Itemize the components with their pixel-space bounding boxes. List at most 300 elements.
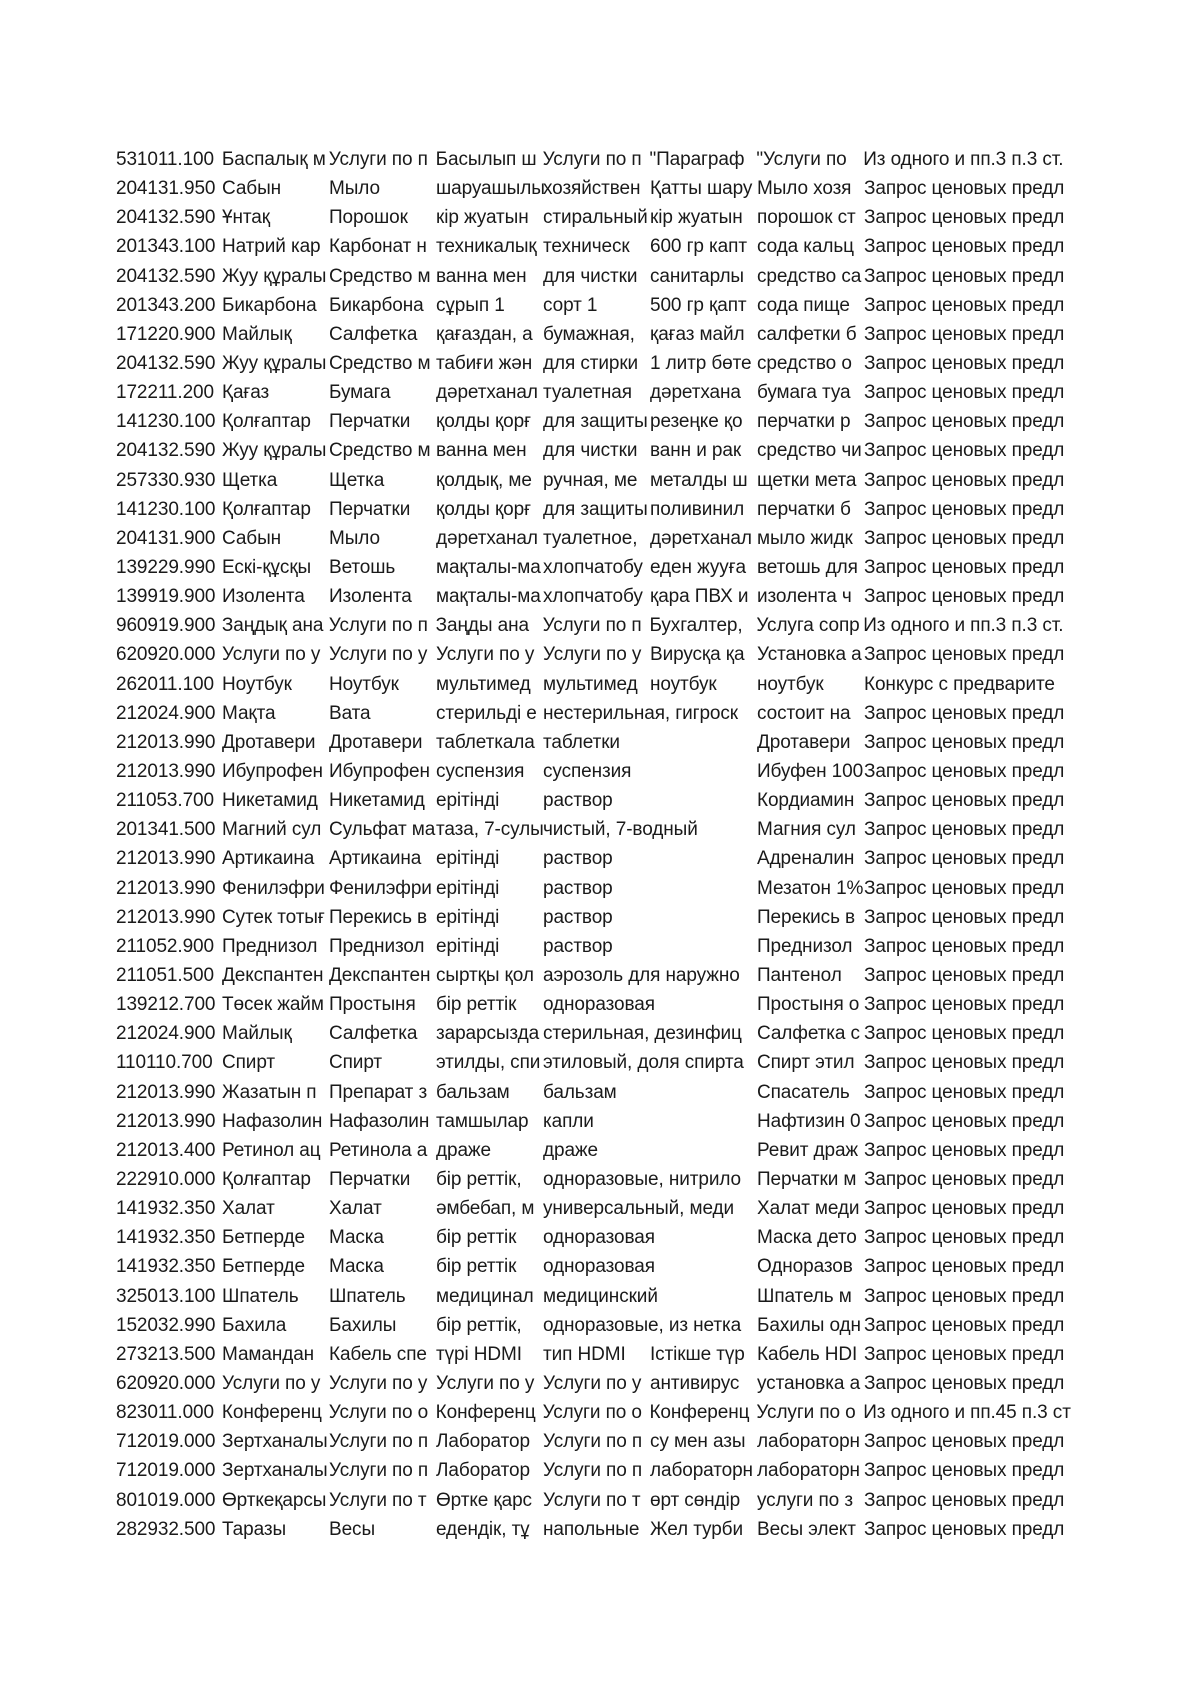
- table-cell: для защиты: [543, 411, 648, 433]
- table-cell: одноразовые, нитрило: [543, 1168, 742, 1190]
- table-cell: Запрос ценовых предл: [864, 411, 1065, 433]
- table-cell: Запрос ценовых предл: [864, 1052, 1065, 1074]
- table-cell: зарарсызда: [436, 1023, 540, 1045]
- table-cell: еден жууға: [650, 557, 746, 579]
- table-cell: бір реттік: [436, 1256, 517, 1278]
- table-cell: Запрос ценовых предл: [864, 731, 1065, 753]
- table-cell: Запрос ценовых предл: [864, 1518, 1065, 1540]
- table-row: [116, 1136, 1077, 1165]
- table-cell: пп.45 п.3 ст: [970, 1402, 1071, 1424]
- table-row: [116, 436, 1077, 465]
- table-cell: Зертханалы: [222, 1431, 328, 1453]
- table-cell: Мыло: [329, 527, 380, 549]
- table-cell: Спирт: [329, 1052, 382, 1074]
- table-cell: салфетки б: [757, 323, 857, 345]
- table-cell: мақталы-ма: [436, 557, 541, 579]
- table-cell: Адреналин: [757, 848, 855, 870]
- table-cell: 204131.950: [116, 178, 216, 200]
- table-cell: таблетки: [543, 731, 620, 753]
- table-cell: Запрос ценовых предл: [864, 761, 1065, 783]
- table-cell: Запрос ценовых предл: [864, 1198, 1065, 1220]
- table-cell: туалетная: [543, 382, 632, 404]
- table-cell: этиловый, доля спирта: [543, 1052, 744, 1074]
- table-cell: Конференц: [435, 1402, 536, 1424]
- table-row: [116, 844, 1077, 873]
- table-cell: бір реттік: [436, 1227, 517, 1249]
- table-cell: Бумага: [329, 382, 391, 404]
- table-row: [116, 815, 1077, 844]
- table-cell: Басылып ш: [435, 149, 537, 171]
- table-cell: нестерильная, гигроск: [543, 702, 739, 724]
- table-cell: ручная, ме: [543, 469, 638, 491]
- table-cell: 212024.900: [116, 1023, 216, 1045]
- table-row: [116, 407, 1077, 436]
- table-cell: Запрос ценовых предл: [864, 498, 1065, 520]
- table-row: [116, 495, 1077, 524]
- table-cell: 273213.500: [116, 1343, 216, 1365]
- table-cell: Халат меди: [757, 1198, 860, 1220]
- table-cell: Ветошь: [329, 557, 396, 579]
- table-cell: "Параграф: [649, 149, 745, 171]
- table-cell: сорт 1: [543, 294, 598, 316]
- table-cell: 141932.350: [116, 1227, 216, 1249]
- table-cell: Мыло хозя: [757, 178, 852, 200]
- table-cell: түрі HDMI: [436, 1343, 522, 1365]
- table-cell: Запрос ценовых предл: [864, 1023, 1065, 1045]
- table-cell: 620920.000: [116, 644, 216, 666]
- table-cell: пп.3 п.3 ст.: [970, 149, 1064, 171]
- table-cell: Заңды ана: [435, 615, 529, 637]
- table-cell: Ұнтақ: [222, 207, 270, 229]
- table-cell: ванна мен: [436, 265, 527, 287]
- table-cell: бір реттік: [436, 994, 517, 1016]
- table-cell: Шпатель: [329, 1285, 406, 1307]
- table-cell: Қағаз: [222, 382, 270, 404]
- table-cell: драже: [543, 1139, 598, 1161]
- table-cell: Порошок: [329, 207, 408, 229]
- table-cell: 204132.590: [116, 265, 216, 287]
- table-cell: 960919.900: [116, 615, 216, 637]
- table-cell: дәретханал: [436, 527, 538, 549]
- table-cell: 500 гр қапт: [650, 294, 747, 316]
- table-cell: 211052.900: [116, 935, 214, 957]
- table-cell: Сутек тотығ: [222, 906, 325, 928]
- table-cell: қолды қорғ: [436, 498, 531, 520]
- table-cell: Преднизол: [757, 935, 853, 957]
- table-cell: Запрос ценовых предл: [864, 294, 1065, 316]
- table-cell: раствор: [543, 906, 613, 928]
- table-cell: Магний сул: [222, 819, 322, 841]
- table-cell: Запрос ценовых предл: [864, 994, 1065, 1016]
- table-cell: Услуги по п: [329, 1431, 429, 1453]
- table-cell: лабораторн: [650, 1460, 753, 1482]
- table-cell: Ибупрофен: [222, 761, 323, 783]
- table-cell: Услуги по у: [543, 644, 642, 666]
- table-cell: установка а: [757, 1372, 861, 1394]
- table-cell: Бухгалтер,: [649, 615, 743, 637]
- table-cell: антивирус: [650, 1372, 740, 1394]
- table-cell: резеңке қо: [650, 411, 743, 433]
- table-cell: Зертханалы: [222, 1460, 328, 1482]
- table-cell: Салфетка с: [757, 1023, 860, 1045]
- table-cell: 211051.500: [116, 965, 214, 986]
- table-row: [116, 611, 1077, 640]
- table-cell: 204131.900: [116, 527, 216, 549]
- table-cell: Сульфат ма: [329, 819, 436, 841]
- table-cell: Өрткеқарсы: [222, 1489, 327, 1511]
- table-cell: Запрос ценовых предл: [864, 586, 1065, 608]
- table-cell: 212013.990: [116, 906, 216, 928]
- table-cell: Таразы: [222, 1518, 287, 1540]
- table-row: [116, 1515, 1077, 1544]
- table-cell: Спирт: [222, 1052, 275, 1074]
- table-cell: Нафазолин: [329, 1110, 430, 1132]
- table-row: [116, 1340, 1077, 1369]
- table-row: [116, 640, 1077, 669]
- table-cell: Запрос ценовых предл: [864, 1431, 1065, 1453]
- table-cell: Бикарбона: [222, 294, 317, 316]
- table-cell: 801019.000: [116, 1489, 216, 1511]
- table-cell: стерильная, дезинфиц: [543, 1023, 742, 1045]
- table-cell: Запрос ценовых предл: [864, 178, 1065, 200]
- table-cell: хлопчатобу: [543, 586, 643, 608]
- table-cell: мақталы-ма: [436, 586, 541, 608]
- table-cell: Из одного и: [863, 149, 966, 171]
- table-cell: сода кальц: [757, 236, 854, 258]
- table-cell: Запрос ценовых предл: [864, 935, 1065, 957]
- table-row: [116, 1078, 1077, 1107]
- table-cell: Услуги по о: [756, 1402, 856, 1424]
- table-cell: Конференц: [221, 1402, 322, 1424]
- table-cell: напольные: [543, 1518, 640, 1540]
- table-cell: Изолента: [222, 586, 305, 608]
- table-cell: қағаздан, а: [436, 323, 533, 345]
- table-cell: таза, 7-сулы: [436, 819, 544, 841]
- table-cell: Запрос ценовых предл: [864, 469, 1065, 491]
- table-cell: Ескі-құсқы: [222, 557, 312, 579]
- table-cell: 262011.100: [116, 673, 214, 695]
- table-cell: Ревит драж: [757, 1139, 859, 1161]
- table-cell: Мамандан: [222, 1343, 315, 1365]
- table-row: [116, 232, 1077, 261]
- table-cell: 204132.590: [116, 353, 216, 375]
- table-cell: Ибуфен 100: [757, 761, 864, 783]
- table-cell: Щетка: [329, 469, 385, 491]
- table-row: [116, 1485, 1077, 1514]
- table-row: [116, 1252, 1077, 1281]
- table-cell: Конференц: [649, 1402, 750, 1424]
- table-cell: тип HDMI: [543, 1343, 626, 1365]
- table-cell: Магния сул: [757, 819, 856, 841]
- table-cell: Услуги по п: [543, 1431, 643, 1453]
- table-row: [116, 553, 1077, 582]
- table-cell: лабораторн: [757, 1460, 860, 1482]
- table-cell: 172211.200: [116, 382, 214, 404]
- table-cell: средство чи: [757, 440, 862, 462]
- table-row: [116, 203, 1077, 232]
- table-cell: 110110.700: [116, 1052, 213, 1074]
- table-cell: для стирки: [543, 353, 639, 375]
- table-cell: су мен азы: [650, 1431, 746, 1453]
- table-row: [116, 291, 1077, 320]
- table-cell: состоит на: [757, 702, 851, 724]
- table-cell: 201343.100: [116, 236, 216, 258]
- table-cell: Халат: [329, 1198, 382, 1220]
- table-cell: 282932.500: [116, 1518, 216, 1540]
- table-cell: 212024.900: [116, 702, 216, 724]
- table-cell: Запрос ценовых предл: [864, 1460, 1065, 1482]
- table-row: [116, 524, 1077, 553]
- table-cell: кір жуатын: [436, 207, 529, 229]
- table-cell: Одноразов: [757, 1256, 853, 1278]
- table-cell: дәретханал: [650, 527, 752, 549]
- table-cell: 204132.590: [116, 207, 216, 229]
- table-row: [116, 262, 1077, 291]
- table-row: [116, 932, 1077, 961]
- table-cell: Карбонат н: [329, 236, 427, 258]
- table-cell: "Услуги по: [756, 149, 847, 171]
- table-row: [116, 582, 1077, 611]
- table-cell: Спасатель: [757, 1081, 850, 1103]
- table-cell: 141230.100: [116, 498, 216, 520]
- table-row: [116, 1223, 1077, 1252]
- table-cell: ветошь для: [757, 557, 858, 579]
- table-cell: Маска: [329, 1227, 384, 1249]
- table-cell: Қолғаптар: [222, 1168, 311, 1190]
- table-cell: этилды, спи: [436, 1052, 541, 1074]
- table-cell: 204132.590: [116, 440, 216, 462]
- table-cell: лабораторн: [757, 1431, 860, 1453]
- table-cell: 823011.000: [116, 1402, 214, 1424]
- table-cell: қолды қорғ: [436, 411, 531, 433]
- table-cell: Бикарбона: [329, 294, 424, 316]
- table-cell: 201341.500: [116, 819, 216, 841]
- table-cell: кір жуатын: [650, 207, 743, 229]
- table-cell: Услуги по п: [542, 615, 642, 637]
- table-cell: Перчатки: [329, 1168, 411, 1190]
- table-cell: Заңдық ана: [221, 615, 324, 637]
- table-cell: 712019.000: [116, 1431, 216, 1453]
- table-cell: тамшылар: [436, 1110, 529, 1132]
- table-cell: қолдық, ме: [436, 469, 532, 491]
- table-cell: Запрос ценовых предл: [864, 1372, 1065, 1394]
- table-cell: Щетка: [222, 469, 278, 491]
- table-cell: сода пище: [757, 294, 850, 316]
- table-cell: Услуги по у: [543, 1372, 642, 1394]
- table-cell: ерітінді: [436, 848, 500, 870]
- table-cell: суспензия: [543, 761, 632, 783]
- table-cell: Ноутбук: [222, 673, 292, 695]
- table-cell: сыртқы қол: [436, 965, 534, 986]
- table-cell: Запрос ценовых предл: [864, 702, 1065, 724]
- table-cell: 212013.990: [116, 877, 216, 899]
- table-cell: Дротавери: [757, 731, 851, 753]
- table-cell: одноразовые, из нетка: [543, 1314, 742, 1336]
- table-cell: Услуга сопр: [756, 615, 860, 637]
- table-cell: Ибупрофен: [329, 761, 430, 783]
- table-cell: драже: [436, 1139, 491, 1161]
- table-cell: аэрозоль для наружно: [543, 965, 740, 986]
- table-cell: для защиты: [543, 498, 648, 520]
- table-cell: Дротавери: [329, 731, 423, 753]
- table-cell: Ноутбук: [329, 673, 399, 695]
- table-cell: туалетное,: [543, 527, 638, 549]
- table-row: [116, 961, 1077, 990]
- table-row: [116, 1427, 1077, 1456]
- table-cell: средство о: [757, 353, 852, 375]
- table-cell: Майлық: [222, 1023, 292, 1045]
- table-row: [116, 1019, 1077, 1048]
- table-cell: өрт сөндір: [650, 1489, 741, 1511]
- table-cell: 212013.990: [116, 1110, 216, 1132]
- table-row: [116, 1369, 1077, 1398]
- table-cell: ерітінді: [436, 877, 500, 899]
- table-cell: Средство м: [329, 353, 431, 375]
- table-cell: Спирт этил: [757, 1052, 855, 1074]
- table-cell: Запрос ценовых предл: [864, 819, 1065, 841]
- table-cell: Услуги по п: [543, 1460, 643, 1482]
- table-cell: 152032.990: [116, 1314, 216, 1336]
- table-cell: Запрос ценовых предл: [864, 1314, 1065, 1336]
- table-row: [116, 786, 1077, 815]
- table-cell: Майлық: [222, 323, 292, 345]
- table-cell: Перчатки: [329, 411, 411, 433]
- table-cell: Из одного и: [863, 615, 966, 637]
- table-cell: 325013.100: [116, 1285, 216, 1307]
- table-cell: Услуги по у: [329, 1372, 428, 1394]
- table-cell: раствор: [543, 790, 613, 812]
- table-cell: 1 литр бөте: [650, 353, 752, 375]
- table-cell: Шпатель м: [757, 1285, 852, 1307]
- table-cell: капли: [543, 1110, 594, 1132]
- table-cell: 212013.400: [116, 1139, 216, 1161]
- table-cell: услуги по з: [757, 1489, 853, 1511]
- table-cell: санитарлы: [650, 265, 744, 287]
- table-cell: Запрос ценовых предл: [864, 644, 1065, 666]
- table-cell: Услуги по у: [222, 1372, 321, 1394]
- table-cell: Қолғаптар: [222, 411, 311, 433]
- table-cell: Запрос ценовых предл: [864, 382, 1065, 404]
- table-cell: медицинал: [436, 1285, 534, 1307]
- table-cell: шаруашылы: [436, 178, 545, 200]
- table-cell: Услуги по о: [328, 1402, 429, 1424]
- table-cell: изолента ч: [757, 586, 852, 608]
- table-cell: стерильді е: [436, 702, 537, 724]
- table-cell: Простыня: [329, 994, 416, 1016]
- table-cell: ванна мен: [436, 440, 527, 462]
- table-cell: Запрос ценовых предл: [864, 1285, 1065, 1307]
- table-cell: хлопчатобу: [543, 557, 643, 579]
- table-cell: Изолента: [329, 586, 412, 608]
- table-row: [116, 903, 1077, 932]
- table-cell: Запрос ценовых предл: [864, 790, 1065, 812]
- table-cell: табиғи жән: [436, 353, 533, 375]
- table-row: [116, 174, 1077, 203]
- table-cell: ерітінді: [436, 906, 500, 928]
- table-cell: Услуги по т: [329, 1489, 427, 1511]
- table-row: [116, 378, 1077, 407]
- table-cell: мультимед: [543, 673, 638, 695]
- table-cell: Сабын: [222, 178, 282, 200]
- table-cell: Мақта: [222, 702, 276, 724]
- table-cell: Қатты шару: [650, 178, 753, 200]
- table-cell: 139229.990: [116, 557, 216, 579]
- table-cell: Преднизол: [222, 935, 318, 957]
- table-cell: Из одного и: [863, 1402, 966, 1424]
- table-cell: Запрос ценовых предл: [864, 1168, 1065, 1190]
- table-cell: 212013.990: [116, 1081, 216, 1103]
- table-cell: 141230.100: [116, 411, 216, 433]
- table-cell: щетки мета: [757, 469, 857, 491]
- table-cell: ноутбук: [650, 673, 717, 695]
- table-cell: 212013.990: [116, 848, 216, 870]
- table-cell: Вирусқа қа: [650, 644, 745, 666]
- table-cell: Істікше түр: [650, 1343, 745, 1365]
- table-row: [116, 1398, 1077, 1427]
- table-cell: 212013.990: [116, 761, 216, 783]
- table-cell: Преднизол: [329, 935, 425, 957]
- table-cell: бумажная,: [543, 323, 635, 345]
- table-cell: Запрос ценовых предл: [864, 557, 1065, 579]
- table-cell: Фенилэфри: [222, 877, 325, 899]
- table-cell: 201343.200: [116, 294, 216, 316]
- table-cell: Запрос ценовых предл: [864, 353, 1065, 375]
- table-cell: Халат: [222, 1198, 275, 1220]
- table-cell: Услуги по т: [543, 1489, 641, 1511]
- table-cell: мультимед: [436, 673, 531, 695]
- table-cell: Төсек жайм: [222, 994, 324, 1016]
- table-cell: Маска: [329, 1256, 384, 1278]
- table-cell: қара ПВХ и: [650, 586, 749, 608]
- table-cell: Услуги по п: [328, 615, 428, 637]
- table-cell: Бахилы одн: [757, 1314, 861, 1336]
- table-cell: ванн и рак: [650, 440, 742, 462]
- table-cell: Жел турби: [650, 1518, 743, 1540]
- table-cell: для чистки: [543, 265, 638, 287]
- table-row: [116, 1165, 1077, 1194]
- table-cell: Жазатын п: [222, 1081, 317, 1103]
- table-cell: перчатки р: [757, 411, 851, 433]
- table-row: [116, 466, 1077, 495]
- table-cell: Бетперде: [222, 1256, 305, 1278]
- table-cell: Препарат з: [329, 1081, 428, 1103]
- table-cell: әмбебап, м: [436, 1198, 535, 1220]
- table-cell: суспензия: [436, 761, 525, 783]
- table-cell: дәретхана: [650, 382, 741, 404]
- table-cell: таблеткала: [436, 731, 535, 753]
- table-cell: Лаборатор: [436, 1460, 530, 1482]
- table-cell: порошок ст: [757, 207, 856, 229]
- table-cell: қағаз майл: [650, 323, 745, 345]
- table-cell: Перчатки м: [757, 1168, 857, 1190]
- table-cell: Маска дето: [757, 1227, 857, 1249]
- table-cell: Запрос ценовых предл: [864, 236, 1065, 258]
- table-cell: Пантенол: [757, 965, 842, 986]
- table-row: [116, 990, 1077, 1019]
- table-cell: Жуу құралы: [222, 440, 327, 462]
- table-cell: Перекись в: [757, 906, 856, 928]
- table-cell: Запрос ценовых предл: [864, 1256, 1065, 1278]
- table-cell: Перекись в: [329, 906, 428, 928]
- table-cell: Вата: [329, 702, 371, 724]
- table-cell: чистый, 7-водный: [543, 819, 698, 841]
- table-cell: 212013.990: [116, 731, 216, 753]
- table-cell: 141932.350: [116, 1198, 216, 1220]
- table-cell: Бетперде: [222, 1227, 305, 1249]
- table-cell: Никетамид: [222, 790, 318, 812]
- table-cell: 139212.700: [116, 994, 216, 1016]
- table-cell: Установка а: [757, 644, 862, 666]
